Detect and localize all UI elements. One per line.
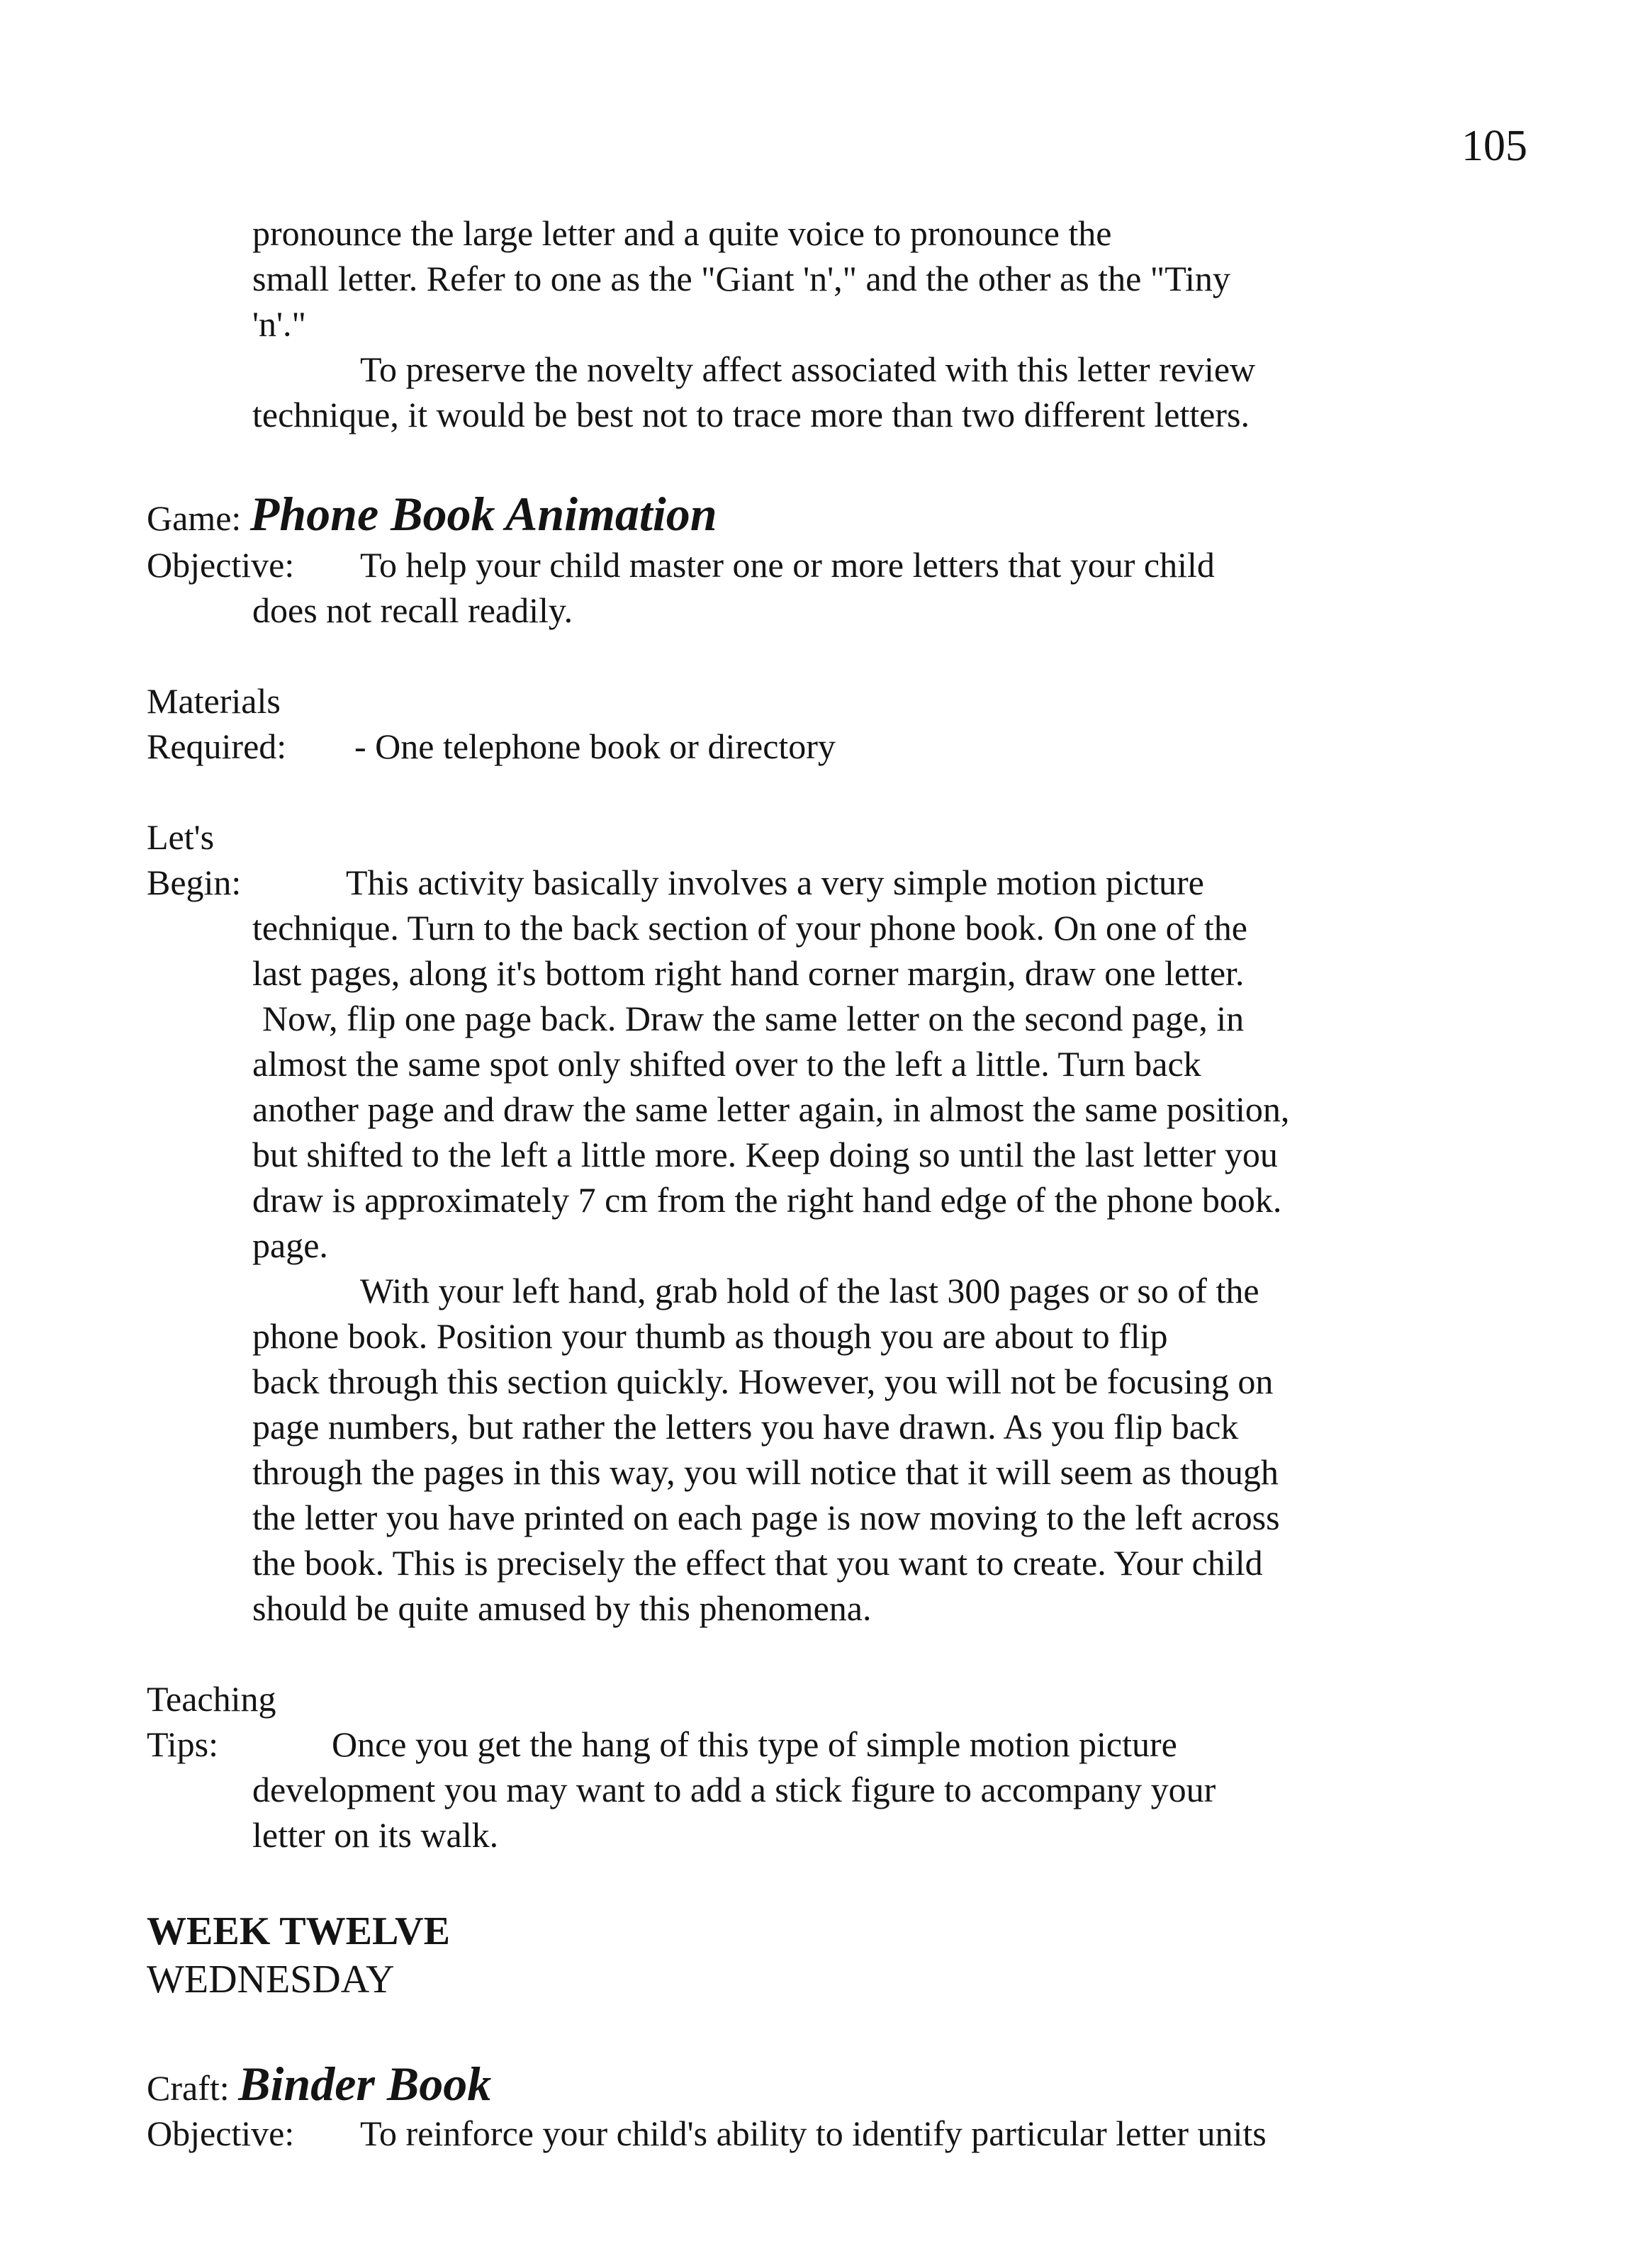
begin-line: page numbers, but rather the letters you have drawn. As you flip back [252, 1407, 1239, 1447]
begin-line: through the pages in this way, you will notice that it will seem as though [252, 1452, 1279, 1492]
begin-label: Begin: [147, 863, 242, 902]
tips-label: Teaching [147, 1679, 276, 1719]
page-number: 105 [1461, 122, 1527, 170]
tips-line: development you may want to add a stick figure to accompany your [252, 1770, 1216, 1809]
materials-label: Required: [147, 726, 287, 766]
begin-line: With your left hand, grab hold of the last 300 pages or so of the [360, 1271, 1259, 1310]
begin-line: back through this section quickly. However, you will not be focusing on [252, 1362, 1274, 1401]
materials-label: Materials [147, 681, 281, 721]
begin-line: another page and draw the same letter again, in almost the same position, [252, 1089, 1290, 1129]
begin-line: the book. This is precisely the effect that you want to create. Your child [252, 1543, 1263, 1583]
craft-title: Binder Book [238, 2057, 492, 2111]
objective-label: Objective: [147, 545, 295, 585]
begin-line: but shifted to the left a little more. Keep doing so until the last letter you [252, 1135, 1278, 1174]
craft-objective-line: To reinforce your child's ability to identify particular letter units [360, 2113, 1267, 2153]
begin-line: last pages, along it's bottom right hand corner margin, draw one letter. [252, 953, 1245, 993]
objective-line: To help your child master one or more letters that your child [360, 545, 1215, 585]
objective-line: does not recall readily. [252, 590, 573, 630]
begin-line: page. [252, 1225, 328, 1265]
tips-label: Tips: [147, 1724, 219, 1764]
intro-line: small letter. Refer to one as the "Giant 'n'," and the other as the "Tiny [252, 259, 1230, 298]
game-label: Game: [147, 498, 242, 538]
tips-line: letter on its walk. [252, 1815, 499, 1855]
intro-line: technique, it would be best not to trace more than two different letters. [252, 395, 1250, 434]
week-heading: WEEK TWELVE [147, 1909, 450, 1953]
craft-heading [147, 2055, 491, 2116]
week-day: WEDNESDAY [147, 1958, 395, 2002]
materials-item: - One telephone book or directory [354, 726, 836, 766]
begin-line: the letter you have printed on each page is now moving to the left across [252, 1498, 1280, 1537]
tips-line: Once you get the hang of this type of simple motion picture [332, 1724, 1177, 1764]
begin-line: almost the same spot only shifted over to the left a little. Turn back [252, 1044, 1201, 1084]
intro-line: 'n'." [252, 304, 306, 344]
begin-line: draw is approximately 7 cm from the right hand edge of the phone book. [252, 1180, 1282, 1220]
intro-line: pronounce the large letter and a quite voice to pronounce the [252, 213, 1112, 253]
craft-label: Craft: [147, 2068, 230, 2108]
craft-objective-label: Objective: [147, 2113, 295, 2153]
begin-line: should be quite amused by this phenomena. [252, 1588, 872, 1628]
begin-line: phone book. Position your thumb as though you are about to flip [252, 1316, 1168, 1356]
begin-line: This activity basically involves a very simple motion picture [346, 863, 1204, 902]
game-title: Phone Book Animation [249, 487, 717, 541]
game-heading [147, 485, 717, 546]
begin-line: technique. Turn to the back section of your phone book. On one of the [252, 908, 1247, 948]
begin-line: Now, flip one page back. Draw the same letter on the second page, in [262, 999, 1245, 1038]
intro-line: To preserve the novelty affect associated with this letter review [360, 349, 1256, 389]
begin-label: Let's [147, 817, 215, 857]
